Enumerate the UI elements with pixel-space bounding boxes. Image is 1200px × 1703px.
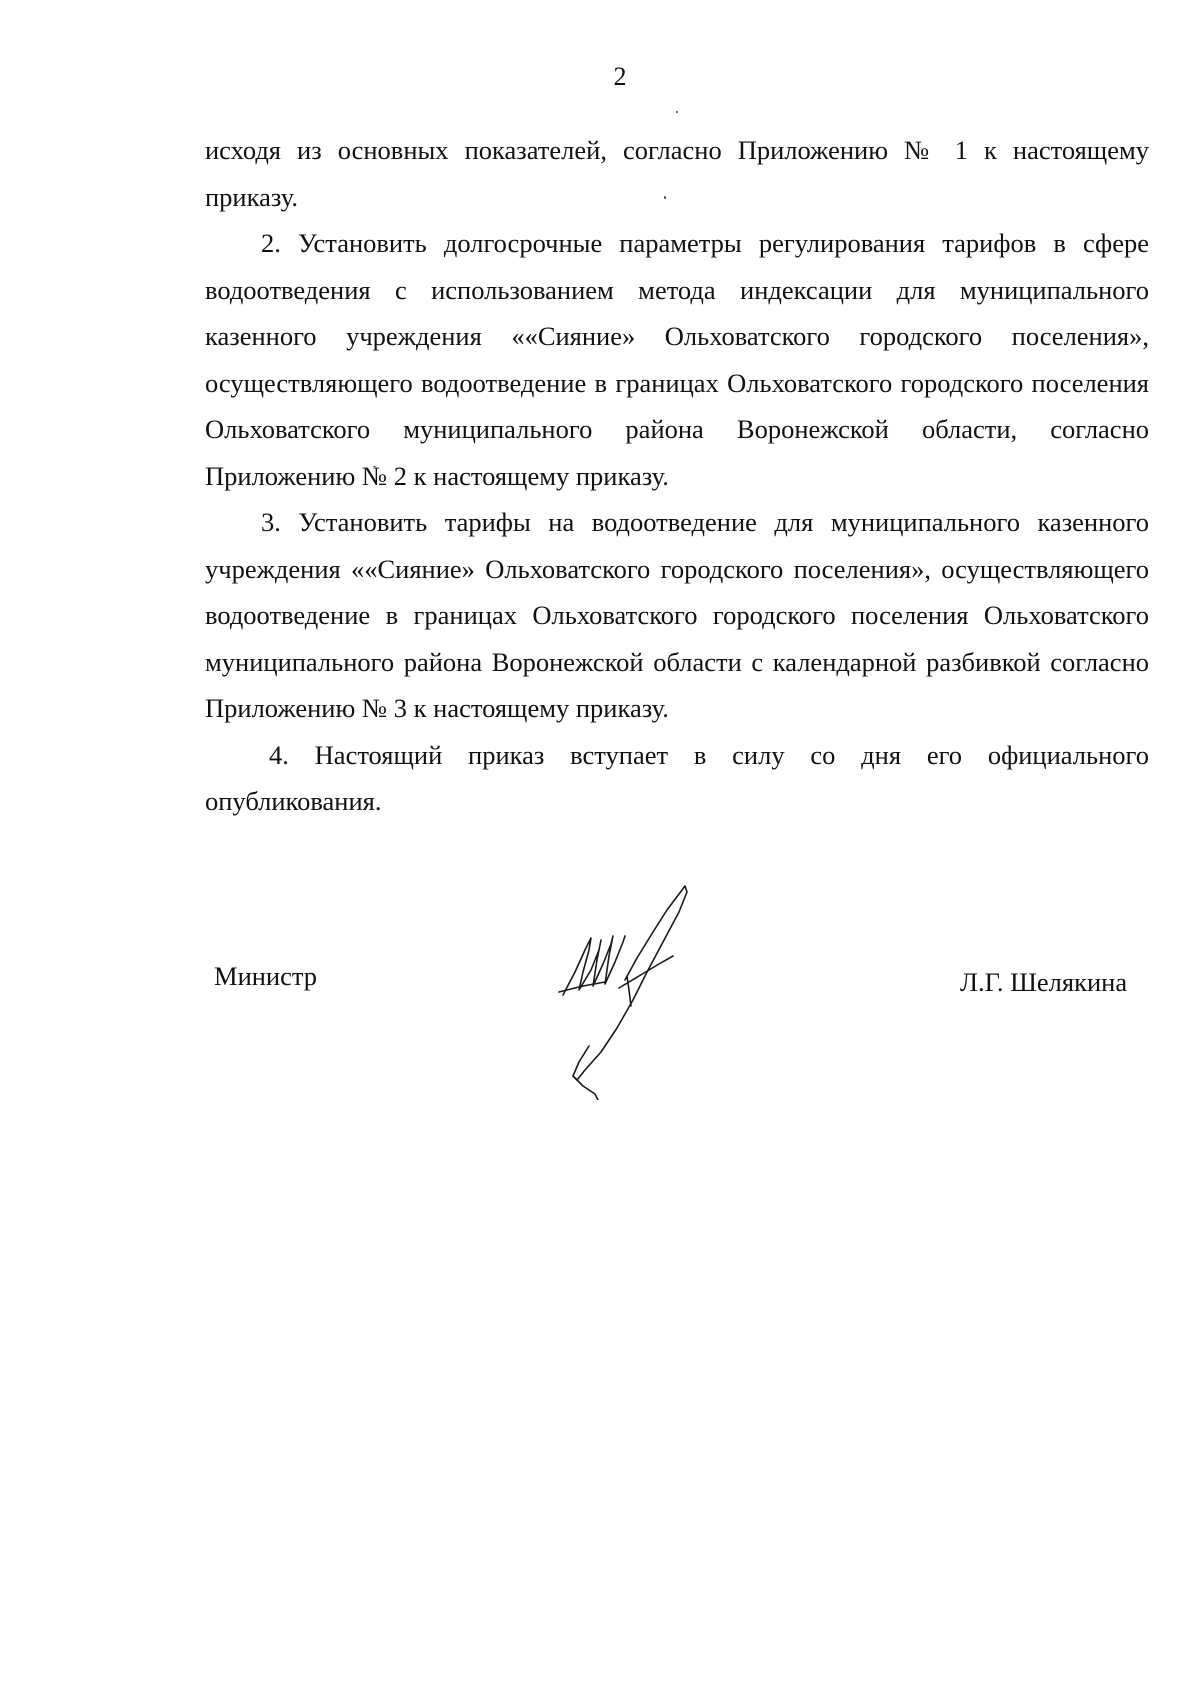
handwritten-signature [555,880,730,1100]
paragraph-item-4: 4. Настоящий приказ вступает в силу со дня его официального опубликования. [205,739,1149,816]
scan-speck [676,111,678,113]
signatory-title: Министр [214,961,318,991]
document-body [205,127,1149,825]
paragraph-item-3: 3. Установить тарифы на водоотведение для муниципального казенного учреждения ««Сияние» Ольховатского городского поселения», осуществляющего водоотведение в границах Ольховатского городского поселения Ольховатского муниципального района Воронежской области с календарной разбивкой согласно Приложению № 3 к настоящему приказу. [205,507,1149,723]
paragraph-item-2: 2. Установить долгосрочные параметры регулирования тарифов в сфере водоотведения с использованием метода индексации для муниципального казенного учреждения ««Сияние» Ольховатского городского поселения», осуществляющего водоотведение в границах Ольховатского городского поселения Ольховатского муниципального района Воронежской области, согласно Приложению № 2 к настоящему приказу. [205,228,1149,491]
paragraph-continuation: исходя из основных показателей, согласно Приложению № 1 к настоящему приказу. [205,135,1149,212]
signatory-name: Л.Г. Шелякина [960,967,1128,997]
page-number: 2 [613,62,627,91]
